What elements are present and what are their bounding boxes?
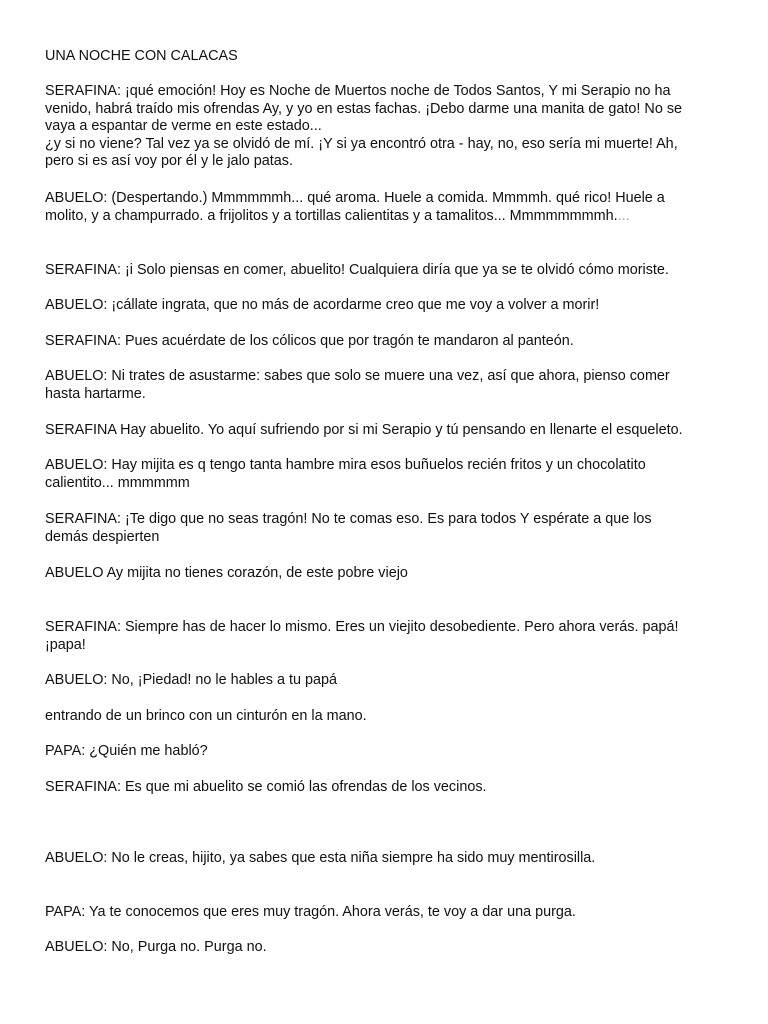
paragraph-serafina-5: SERAFINA: ¡Te digo que no seas tragón! No te comas eso. Es para todos Y espérate a que los demás despierten [45,511,652,545]
paragraph-serafina-7: SERAFINA: Es que mi abuelito se comió las ofrendas de los vecinos. [45,779,487,795]
paragraph-abuelo-7: ABUELO: No le creas, hijito, ya sabes que esta niña siempre ha sido muy mentirosilla. [45,850,596,866]
paragraph-serafina-6: SERAFINA: Siempre has de hacer lo mismo. Eres un viejito desobediente. Pero ahora verás. papá! ¡papa! [45,619,679,653]
stage-direction: entrando de un brinco con un cinturón en la mano. [45,708,367,724]
paragraph-papa-1: PAPA: ¿Quién me habló? [45,743,208,759]
paragraph-serafina-4: SERAFINA Hay abuelito. Yo aquí sufriendo por si mi Serapio y tú pensando en llenarte el esqueleto. [45,422,683,438]
paragraph-abuelo-1 [45,190,745,225]
paragraph-abuelo-8: ABUELO: No, Purga no. Purga no. [45,939,267,955]
paragraph-abuelo-2: ABUELO: ¡cállate ingrata, que no más de acordarme creo que me voy a volver a morir! [45,297,600,313]
paragraph-abuelo-1-text: ABUELO: (Despertando.) Mmmmmmh... qué aroma. Huele a comida. Mmmmh. qué rico! Huele a molito, y a champurrado. a frijolitos y a tortillas calientitas y a tamalitos... Mmmmmmmmh. [45,190,665,224]
paragraph-abuelo-3: ABUELO: Ni trates de asustarme: sabes que solo se muere una vez, así que ahora, pienso comer hasta hartarme. [45,368,670,402]
paragraph-serafina-2: SERAFINA: ¡i Solo piensas en comer, abuelito! Cualquiera diría que ya se te olvidó cómo moriste. [45,262,669,278]
paragraph-abuelo-6: ABUELO: No, ¡Piedad! no le hables a tu papá [45,672,337,688]
paragraph-serafina-3: SERAFINA: Pues acuérdate de los cólicos que por tragón te mandaron al panteón. [45,333,574,349]
faded-ellipsis: ... [617,207,630,224]
paragraph-abuelo-4: ABUELO: Hay mijita es q tengo tanta hambre mira esos buñuelos recién fritos y un chocolatito calientito... mmmmmm [45,457,646,491]
paragraph-serafina-1: SERAFINA: ¡qué emoción! Hoy es Noche de Muertos noche de Todos Santos, Y mi Serapio no ha venido, habrá traído mis ofrendas Ay, y yo en estas fachas. ¡Debo darme una manita de gato! No se vaya a espantar de verme en este estado... ¿y si no viene? Tal vez ya se olvidó de mí. ¡Y si ya encontró otra - hay, no, eso sería mi muerte! Ah, pero si es así voy por él y le jalo patas. [45,83,683,169]
paragraph-abuelo-5: ABUELO Ay mijita no tienes corazón, de este pobre viejo [45,565,408,581]
paragraph-papa-2: PAPA: Ya te conocemos que eres muy tragón. Ahora verás, te voy a dar una purga. [45,904,576,920]
document-title: UNA NOCHE CON CALACAS [45,48,238,64]
